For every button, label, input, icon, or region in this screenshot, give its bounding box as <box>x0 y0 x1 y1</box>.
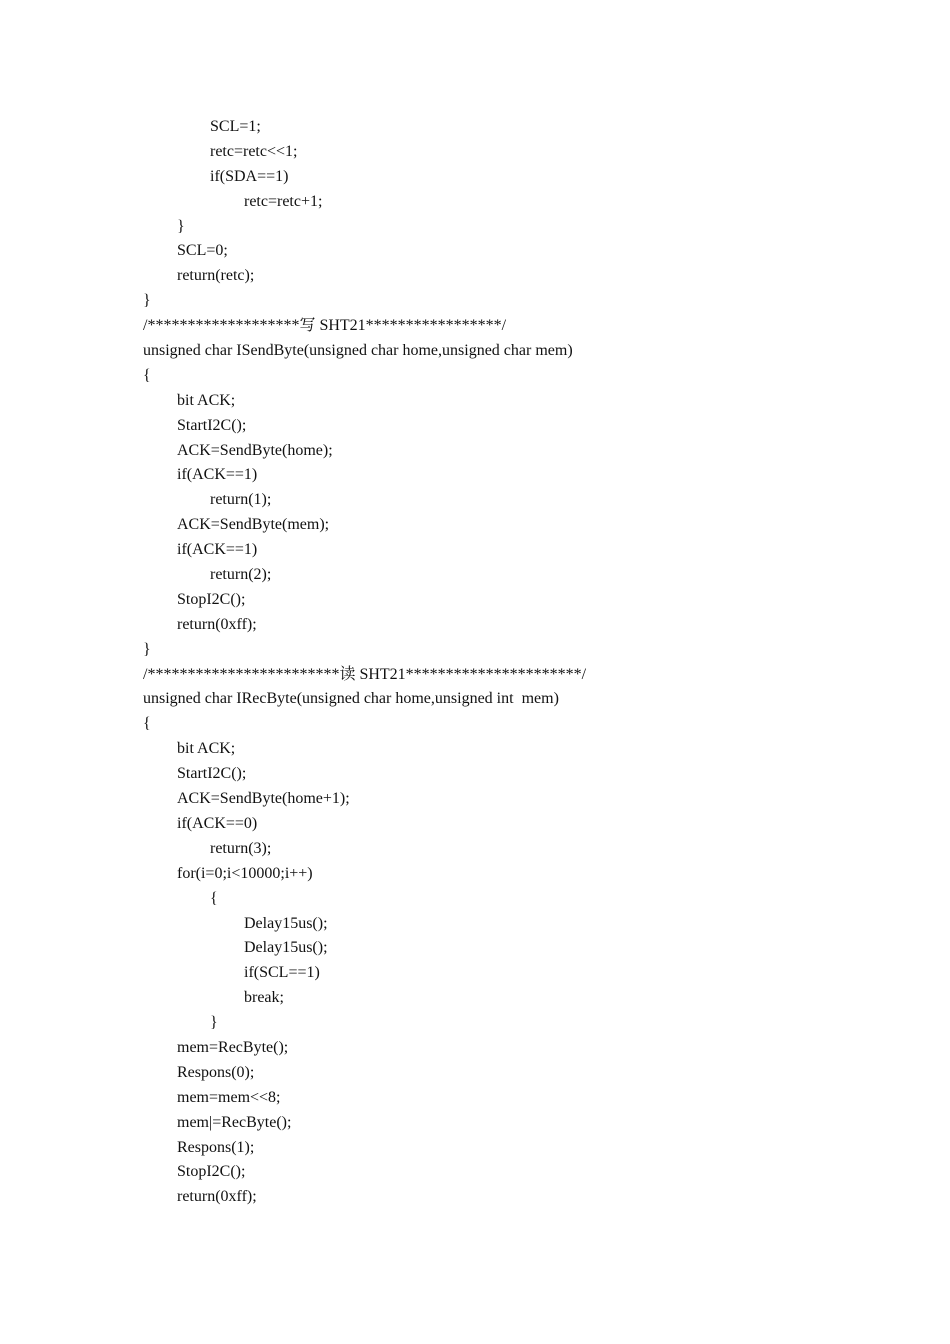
code-line: /*******************写 SHT21*****************/ <box>143 317 507 335</box>
code-line: if(ACK==1) <box>177 541 258 559</box>
code-line: break; <box>244 989 284 1007</box>
code-line: } <box>143 640 151 658</box>
code-line: return(3); <box>210 839 272 857</box>
code-line: unsigned char IRecByte(unsigned char home,unsigned int mem) <box>143 690 559 708</box>
code-line: for(i=0;i<10000;i++) <box>177 864 313 882</box>
code-line: unsigned char ISendByte(unsigned char home,unsigned char mem) <box>143 342 573 360</box>
code-line: mem|=RecByte(); <box>177 1113 292 1131</box>
code-line: Delay15us(); <box>244 914 328 932</box>
code-line: return(0xff); <box>177 1188 257 1206</box>
code-line: StopI2C(); <box>177 590 246 608</box>
code-line: Respons(1); <box>177 1138 255 1156</box>
code-line: bit ACK; <box>177 740 236 758</box>
code-line: Respons(0); <box>177 1063 255 1081</box>
code-line: mem=mem<<8; <box>177 1088 281 1106</box>
code-line: ACK=SendByte(home); <box>177 441 333 459</box>
code-line: } <box>143 292 151 310</box>
code-line: ACK=SendByte(home+1); <box>177 790 350 808</box>
code-line: if(SCL==1) <box>244 964 320 982</box>
code-line: SCL=0; <box>177 242 228 260</box>
code-line: return(retc); <box>177 267 255 285</box>
code-line: StartI2C(); <box>177 416 247 434</box>
code-line: return(1); <box>210 491 272 509</box>
code-line: /************************读 SHT21**********************/ <box>143 665 587 683</box>
code-line: Delay15us(); <box>244 939 328 957</box>
code-line: ACK=SendByte(mem); <box>177 516 330 534</box>
code-listing <box>143 115 903 1210</box>
code-line: { <box>143 715 151 733</box>
code-line: SCL=1; <box>210 118 261 135</box>
code-line: mem=RecByte(); <box>177 1038 289 1056</box>
code-line: StartI2C(); <box>177 765 247 783</box>
code-line: retc=retc<<1; <box>210 142 298 160</box>
code-line: StopI2C(); <box>177 1163 246 1181</box>
code-line: if(SDA==1) <box>210 167 289 185</box>
code-line: { <box>143 366 151 384</box>
code-line: } <box>210 1014 218 1032</box>
code-line: retc=retc+1; <box>244 192 323 210</box>
code-line: { <box>210 889 218 907</box>
code-line: bit ACK; <box>177 391 236 409</box>
code-line: } <box>177 217 185 235</box>
code-line: return(0xff); <box>177 615 257 633</box>
code-line: return(2); <box>210 566 272 584</box>
code-line: if(ACK==1) <box>177 466 258 484</box>
code-line: if(ACK==0) <box>177 814 258 832</box>
